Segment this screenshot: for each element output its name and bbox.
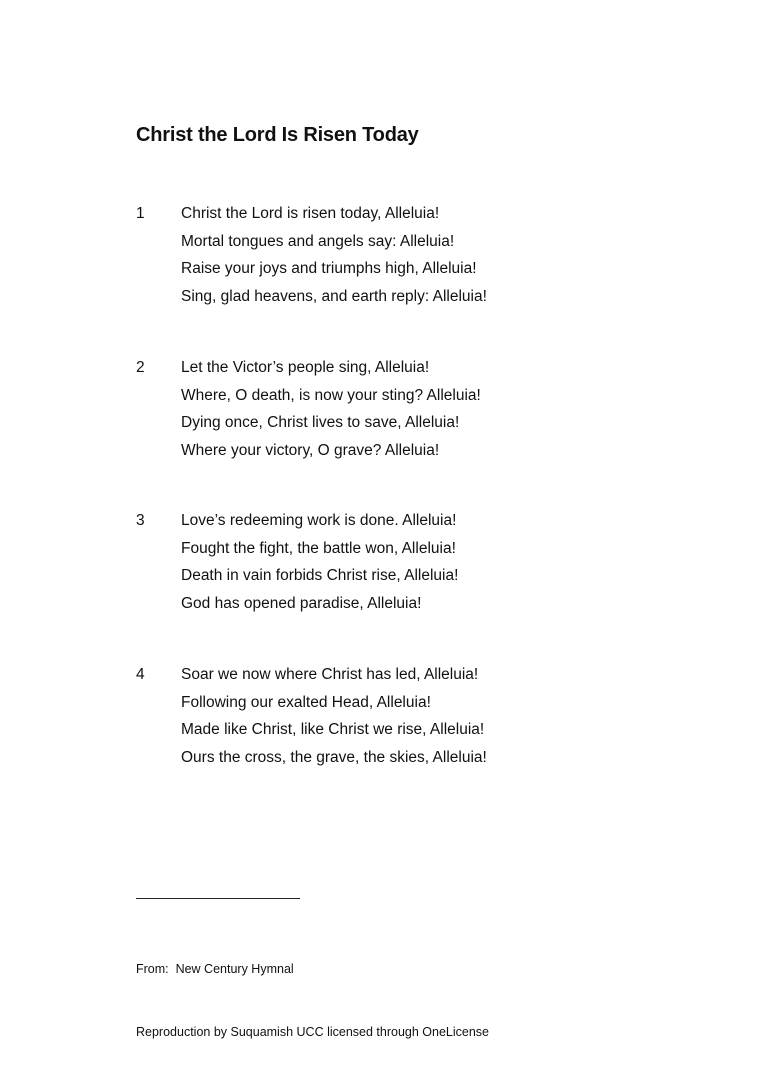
verse-number: 1 — [136, 205, 145, 222]
verse-line: Made like Christ, like Christ we rise, Alleluia! — [181, 721, 485, 738]
verse-number: 4 — [136, 666, 145, 683]
footnote-source: From: New Century Hymnal — [136, 962, 294, 976]
verse-line: Where your victory, O grave? Alleluia! — [181, 441, 440, 459]
verse-line: Love’s redeeming work is done. Alleluia! — [181, 512, 457, 529]
verse-line: Ours the cross, the grave, the skies, Alleluia! — [181, 748, 487, 766]
verse-line: Death in vain forbids Christ rise, Alleluia! — [181, 567, 459, 584]
footnote — [136, 917, 489, 1085]
verse-line: Soar we now where Christ has led, Alleluia! — [181, 666, 479, 683]
verse-line: Sing, glad heavens, and earth reply: Alleluia! — [181, 287, 487, 305]
verse-line: Where, O death, is now your sting? Alleluia! — [181, 386, 481, 404]
verse-line: Following our exalted Head, Alleluia! — [181, 693, 431, 711]
verse-line: Dying once, Christ lives to save, Alleluia! — [181, 414, 460, 431]
verse-line: Mortal tongues and angels say: Alleluia! — [181, 232, 455, 250]
verse-line: Fought the fight, the battle won, Alleluia! — [181, 539, 456, 557]
verse-line: God has opened paradise, Alleluia! — [181, 594, 422, 612]
verse-lines — [181, 507, 458, 617]
verse-lines — [181, 354, 481, 464]
footnote-license: Reproduction by Suquamish UCC licensed through OneLicense — [136, 1025, 489, 1039]
verse-line: Christ the Lord is risen today, Alleluia! — [181, 205, 440, 222]
verse-lines — [181, 200, 487, 310]
verse-number: 2 — [136, 359, 145, 376]
verse-number: 3 — [136, 512, 145, 529]
verse-line: Let the Victor’s people sing, Alleluia! — [181, 359, 430, 376]
verse-lines — [181, 661, 487, 771]
hymn-title: Christ the Lord Is Risen Today — [136, 124, 419, 146]
footnote-divider — [136, 898, 300, 899]
verse-line: Raise your joys and triumphs high, Alleluia! — [181, 260, 477, 277]
